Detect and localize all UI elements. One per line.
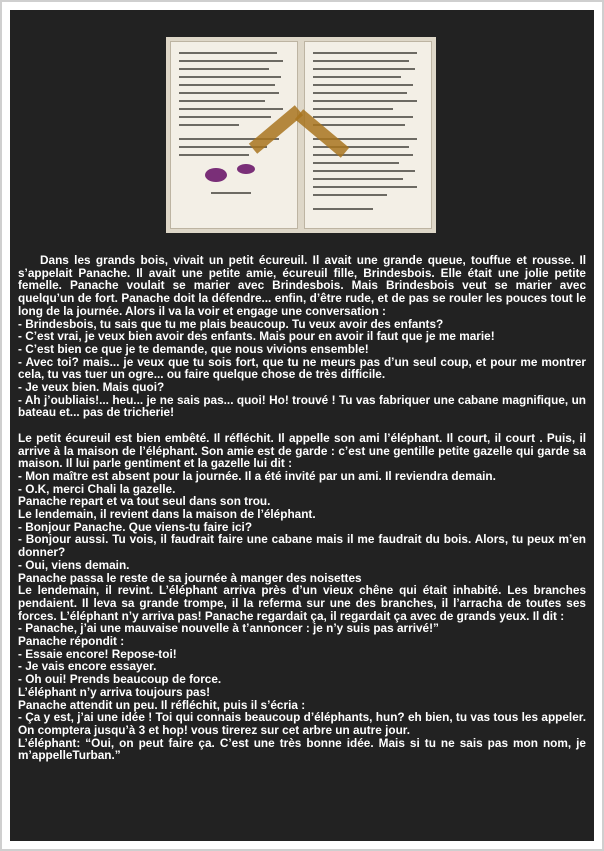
- story-line: - Mon maître est absent pour la journée. Il a été invité par un ami. Il reviendra demain.: [18, 468, 496, 483]
- story-line: Le lendemain, il revint. L’éléphant arriva près d’un vieux chêne qui était inhabité. Les branches pendaient. Il leva sa grande trompe, il la referma sur une des branches, il l’arracha de toutes ses forces. L’éléphant n’y arriva pas! Panache regardait ça, il regardait ça avec de grands yeux. Il dit :: [18, 583, 586, 623]
- story-line: Panache répondit :: [18, 634, 125, 649]
- story-line: - Je vais encore essayer.: [18, 659, 157, 674]
- story-line: - C’est bien ce que je te demande, que nous vivions ensemble!: [18, 341, 369, 356]
- story-line: - Brindesbois, tu sais que tu me plais beaucoup. Tu veux avoir des enfants?: [18, 316, 444, 331]
- story-line: - Ah j’oubliais!... heu... je ne sais pas... quoi! Ho! trouvé ! Tu vas fabriquer une cabane magnifique, un bateau et... pas de tricherie!: [18, 392, 586, 420]
- story-line: Le petit écureuil est bien embêté. Il réfléchit. Il appelle son ami l’éléphant. Il court, il court . Puis, il arrive à la maison de l’éléphant. Son amie est de garde : c’est une gentille petite gazelle qui garde sa maison. Il lui parle gentiment et la gazelle lui dit :: [18, 430, 586, 471]
- story-line: Panache attendit un peu. Il réfléchit, puis il s’écria :: [18, 697, 306, 712]
- story-line: - C’est vrai, je veux bien avoir des enfants. Mais pour en avoir il faut que je me marie!: [18, 329, 495, 344]
- story-line: - Bonjour Panache. Que viens-tu faire ici?: [18, 519, 253, 534]
- paragraph-gap: [18, 419, 586, 432]
- story-paragraph: Dans les grands bois, vivait un petit écureuil. Il avait une grande queue, touffue et rousse. Il s’appelait Panache. Il avait une petite amie, écureuil fille, Brindesbois. Elle était une jolie petite femelle. Panache voulait se marier avec Brindesbois. Mais Brindesbois veut se marier avec quelqu’un de fort. Panache doit la défendre... enfin, d’être rude, et de pas se rouler les pouces tout le long de la journée. Alors il va la voir et engage une conversation :: [18, 253, 586, 318]
- story-line: L’éléphant: “Oui, on peut faire ça. C’est une très bonne idée. Mais si tu ne sais pas mon nom, je m’appelleTurban.”: [18, 735, 586, 763]
- story-line: - Ça y est, j’ai une idée ! Toi qui connais beaucoup d’éléphants, hun? eh bien, tu vas tous les appeler. On comptera jusqu’à 3 et hop! vous tirerez sur cet arbre un autre jour.: [18, 710, 586, 737]
- story-line: - Avec toi? mais... je veux que tu sois fort, que tu ne meurs pas d’un seul coup, et pour me montrer cela, tu vas tuer un ogre... ou faire quelque chose de très difficile.: [18, 354, 586, 382]
- story-line: Le lendemain, il revient dans la maison de l’éléphant.: [18, 507, 316, 522]
- ink-blot: [205, 168, 227, 182]
- story-text: [18, 254, 586, 762]
- story-line: - Je veux bien. Mais quoi?: [18, 380, 165, 395]
- notebook-photo: [166, 37, 436, 233]
- story-line: Panache repart et va tout seul dans son trou.: [18, 494, 271, 509]
- story-line: - Panache, j’ai une mauvaise nouvelle à t’annoncer : je n’y suis pas arrivé!”: [18, 621, 439, 636]
- story-line: - O.K, merci Chali la gazelle.: [18, 481, 176, 496]
- story-line: Panache passa le reste de sa journée à manger des noisettes: [18, 570, 362, 585]
- story-line: - Bonjour aussi. Tu vois, il faudrait faire une cabane mais il me faudrait du bois. Alors, tu peux m’en donner?: [18, 532, 586, 560]
- story-line: - Oh oui! Prends beaucoup de force.: [18, 672, 222, 687]
- story-line: - Oui, viens demain.: [18, 557, 130, 572]
- story-line: - Essaie encore! Repose-toi!: [18, 646, 177, 661]
- story-panel: [10, 10, 594, 841]
- story-line: L’éléphant n’y arriva toujours pas!: [18, 684, 211, 699]
- ink-blot: [237, 164, 255, 174]
